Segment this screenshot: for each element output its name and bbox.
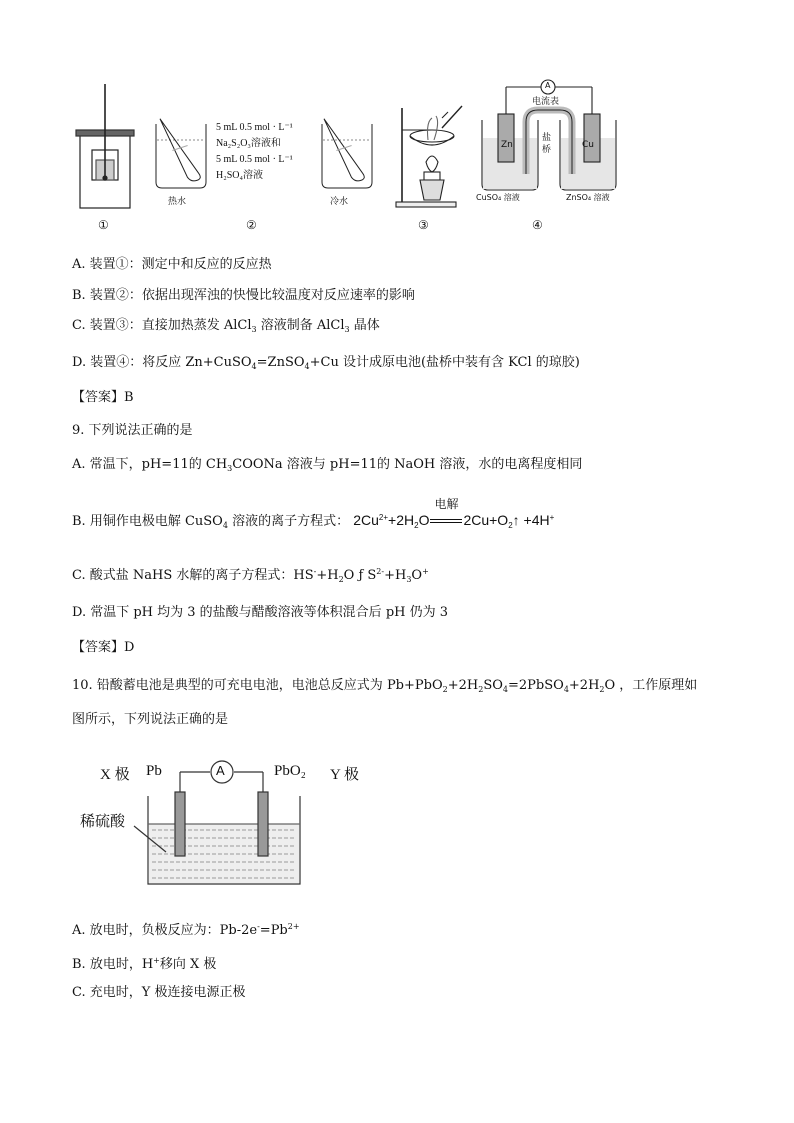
q9-option-c [72, 563, 429, 589]
q9-c-text-3: O ƒ S [343, 568, 377, 583]
reagent-label [216, 120, 293, 184]
q9-c-text-1: C. 酸式盐 NaHS 水解的离子方程式：HS [72, 568, 314, 583]
q9-b-sub: 4 [222, 521, 228, 530]
q10-sub-2: 2 [478, 685, 484, 694]
q10-option-b [72, 952, 216, 974]
q9-c-text-4: +H [384, 568, 407, 583]
q8-option-d [72, 354, 580, 376]
q10-a-sup-1: - [257, 922, 260, 931]
electrolysis-equation [353, 497, 555, 530]
q9-stem: 9. 下列说法正确的是 [72, 423, 193, 438]
q8-c-sub-1: 3 [251, 325, 257, 334]
condition-text: 电解 [434, 497, 459, 511]
q10-stem-line-2: 图所示，下列说法正确的是 [72, 712, 229, 727]
q9-a-text-2: COONa 溶液与 pH=11的 NaOH 溶液，水的电离程度相同 [232, 457, 583, 472]
q10-stem-2: +2H [447, 678, 479, 693]
ammeter-label: 电流表 [532, 97, 560, 107]
electrolysis-condition [429, 497, 463, 529]
q9-c-sup-1: - [313, 567, 317, 576]
reagent-line-1: 5 mL 0.5 mol · L⁻¹ [216, 122, 293, 133]
q10-stem-1: 10. 铅酸蓄电池是典型的可充电电池，电池总反应式为 Pb+PbO [72, 678, 443, 693]
q10-b-sup: + [153, 956, 160, 965]
dilute-sulfuric-acid-label: 稀硫酸 [80, 812, 126, 830]
q10-sub-1: 2 [442, 685, 448, 694]
eq-part-1: 2Cu [353, 512, 379, 528]
hot-water-beaker [156, 112, 206, 188]
eq-sup-1: 2+ [378, 513, 389, 522]
answer-8-value: B [124, 390, 134, 405]
q10-sub-5: 2 [599, 685, 605, 694]
y-pole-label: Y 极 [330, 767, 360, 783]
q9-option-a [72, 456, 582, 478]
answer-9-tag: 【答案】 [72, 640, 125, 655]
reagent-line-2: Na₂S₂O₃溶液和 [216, 138, 281, 149]
q9-a-sub: 3 [227, 464, 233, 473]
answer-8 [72, 389, 134, 407]
q9-b-text-1: B. 用铜作电极电解 CuSO [72, 514, 223, 529]
q10-option-c: C. 充电时，Y 极连接电源正极 [72, 985, 246, 1000]
q8-d-text-3: +Cu 设计成原电池(盐桥中装有含 KCl 的琼胶) [309, 355, 580, 370]
reagent-line-4: H₂SO₄溶液 [216, 170, 263, 181]
calorimeter-apparatus [76, 84, 134, 208]
figure-number-4: ④ [532, 218, 543, 232]
q8-option-b: B. 装置②：依据出现浑浊的快慢比较温度对反应速率的影响 [72, 288, 415, 303]
q8-c-text-2: 溶液制备 AlCl [256, 318, 345, 333]
eq-sub-1: 2 [414, 521, 419, 530]
eq-sub-2: 2 [508, 521, 513, 530]
q8-d-sub-2: 4 [304, 362, 310, 371]
q10-b-text-1: B. 放电时，H [72, 957, 154, 972]
pbo2-label: PbO₂ [274, 763, 306, 779]
q10-a-text-1: A. 放电时，负极反应为：Pb-2e [72, 923, 258, 938]
q10-a-sup-2: 2+ [287, 922, 300, 931]
q9-option-b [72, 497, 555, 535]
q10-sub-4: 4 [563, 685, 569, 694]
q10-stem-6: O ，工作原理如 [604, 678, 698, 693]
q10-stem-5: +2H [568, 678, 600, 693]
battery-ammeter-symbol: A [216, 763, 225, 778]
q10-b-text-2: 移向 X 极 [159, 957, 217, 972]
salt-bridge-label-2: 桥 [542, 145, 552, 155]
reagent-line-3: 5 mL 0.5 mol · L⁻¹ [216, 154, 293, 165]
q8-c-sub-2: 3 [344, 325, 350, 334]
figure-number-3: ③ [418, 218, 429, 232]
q8-d-text-2: =ZnSO [256, 355, 305, 370]
figure-number-1: ① [98, 218, 109, 232]
q8-option-a: A. 装置①：测定中和反应的反应热 [72, 257, 272, 272]
q10-option-a [72, 918, 300, 940]
cold-water-label: 冷水 [330, 197, 349, 207]
q9-c-text-2: +H [316, 568, 339, 583]
zn-electrode-label: Zn [501, 140, 513, 150]
q9-c-sup-3: + [422, 567, 429, 576]
eq-part-5: ↑ +4H [512, 512, 550, 528]
answer-9-value: D [124, 640, 135, 655]
q9-b-text-2: 溶液的离子方程式： [227, 514, 350, 529]
q9-c-sub-2: 3 [406, 575, 412, 584]
cold-water-beaker [322, 112, 372, 188]
cu-electrode-label: Cu [582, 140, 594, 150]
q9-c-sub-1: 2 [338, 575, 344, 584]
ammeter-symbol: A [545, 81, 551, 90]
znso4-label: ZnSO₄ 溶液 [566, 193, 610, 202]
q10-stem-4: =2PbSO [508, 678, 564, 693]
answer-9 [72, 639, 134, 657]
salt-bridge-label-1: 盐 [542, 133, 552, 143]
q8-d-sub-1: 4 [251, 362, 257, 371]
q10-stem-line-1 [72, 677, 697, 699]
eq-sup-2: + [549, 513, 555, 522]
cuso4-label: CuSO₄ 溶液 [476, 193, 520, 202]
eq-part-2: +2H [388, 512, 415, 528]
evaporation-apparatus [396, 106, 462, 207]
hot-water-label: 热水 [168, 197, 187, 207]
q10-a-text-2: =Pb [259, 923, 288, 938]
x-pole-label: X 极 [100, 767, 130, 783]
figure-number-2: ② [246, 218, 257, 232]
q9-c-text-5: O [411, 568, 423, 583]
answer-8-tag: 【答案】 [72, 390, 125, 405]
q8-c-text-3: 晶体 [349, 318, 380, 333]
q9-c-sup-2: 2- [376, 567, 385, 576]
eq-part-4: 2Cu+O [463, 512, 509, 528]
q9-a-text-1: A. 常温下，pH=11的 CH [72, 457, 228, 472]
q8-c-text-1: C. 装置③：直接加热蒸发 AlCl [72, 318, 252, 333]
q8-d-text-1: D. 装置④：将反应 Zn+CuSO [72, 355, 252, 370]
q8-option-c [72, 317, 380, 339]
eq-part-3: O [418, 512, 430, 528]
q9-option-d: D. 常温下 pH 均为 3 的盐酸与醋酸溶液等体积混合后 pH 仍为 3 [72, 605, 449, 620]
equals-bar [430, 519, 462, 523]
q10-stem-3: SO [483, 678, 503, 693]
q10-sub-3: 4 [502, 685, 509, 694]
pb-label: Pb [146, 763, 162, 779]
